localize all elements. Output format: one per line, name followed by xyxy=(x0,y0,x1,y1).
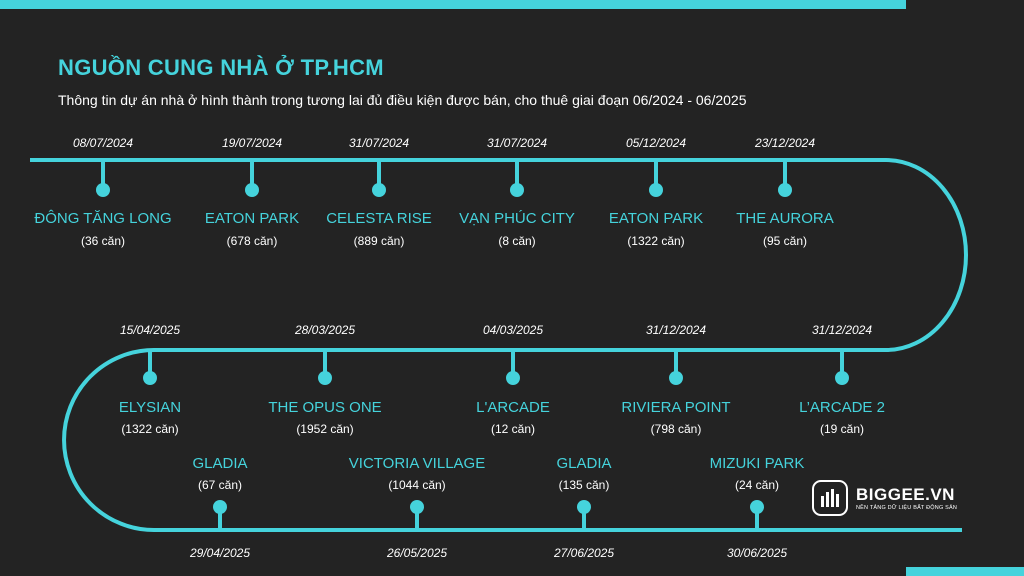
milestone-date: 19/07/2024 xyxy=(221,136,283,150)
unit-count: (1044 căn) xyxy=(388,478,446,492)
milestone-dot xyxy=(577,500,591,514)
project-name: GLADIA xyxy=(192,455,248,472)
unit-count: (678 căn) xyxy=(226,234,278,248)
milestone-dot xyxy=(835,371,849,385)
milestone-date: 30/06/2025 xyxy=(726,546,788,560)
milestone-dot xyxy=(510,183,524,197)
unit-count: (889 căn) xyxy=(353,234,405,248)
project-name: L'ARCADE xyxy=(476,399,550,416)
milestone-dot xyxy=(318,371,332,385)
milestone-date: 28/03/2025 xyxy=(294,323,356,337)
milestone-date: 08/07/2024 xyxy=(72,136,134,150)
unit-count: (67 căn) xyxy=(197,478,243,492)
unit-count: (12 căn) xyxy=(490,422,536,436)
milestone-date: 04/03/2025 xyxy=(482,323,544,337)
project-name: ĐÔNG TĂNG LONG xyxy=(34,210,172,227)
milestone-date: 31/07/2024 xyxy=(348,136,410,150)
project-name: GLADIA xyxy=(556,455,612,472)
page-subtitle: Thông tin dự án nhà ở hình thành trong tương lai đủ điều kiện được bán, cho thuê giai đoạn 06/2024 - 06/2025 xyxy=(58,92,747,108)
unit-count: (1952 căn) xyxy=(296,422,354,436)
milestone-dot xyxy=(506,371,520,385)
unit-count: (24 căn) xyxy=(734,478,780,492)
logo-brand: BIGGEE.VN xyxy=(856,485,955,504)
unit-count: (36 căn) xyxy=(80,234,126,248)
milestone-date: 23/12/2024 xyxy=(754,136,816,150)
unit-count: (135 căn) xyxy=(558,478,610,492)
unit-count: (1322 căn) xyxy=(627,234,685,248)
milestone-dot xyxy=(372,183,386,197)
project-name: MIZUKI PARK xyxy=(709,455,805,472)
milestone-date: 31/07/2024 xyxy=(486,136,548,150)
project-name: ELYSIAN xyxy=(118,399,182,416)
project-name: THE AURORA xyxy=(736,210,834,227)
milestone-dot xyxy=(245,183,259,197)
building-chart-icon xyxy=(812,480,848,516)
milestone-dot xyxy=(649,183,663,197)
project-name: EATON PARK xyxy=(204,210,300,227)
unit-count: (8 căn) xyxy=(498,234,536,248)
milestone-dot xyxy=(96,183,110,197)
milestone-date: 27/06/2025 xyxy=(553,546,615,560)
project-name: VẠN PHÚC CITY xyxy=(459,210,575,227)
project-name: EATON PARK xyxy=(608,210,704,227)
project-name: VICTORIA VILLAGE xyxy=(348,455,486,472)
milestone-date: 29/04/2025 xyxy=(189,546,251,560)
biggee-logo xyxy=(812,480,957,516)
page-title: NGUỒN CUNG NHÀ Ở TP.HCM xyxy=(58,55,384,80)
project-name: CELESTA RISE xyxy=(326,210,432,227)
unit-count: (95 căn) xyxy=(762,234,808,248)
logo-tagline: NỀN TẢNG DỮ LIỆU BẤT ĐỘNG SẢN xyxy=(856,505,958,511)
project-name: RIVIERA POINT xyxy=(621,399,731,416)
unit-count: (798 căn) xyxy=(650,422,702,436)
milestone-dot xyxy=(143,371,157,385)
project-name: THE OPUS ONE xyxy=(268,399,382,416)
milestone-dot xyxy=(750,500,764,514)
unit-count: (19 căn) xyxy=(819,422,865,436)
milestone-dot xyxy=(410,500,424,514)
unit-count: (1322 căn) xyxy=(121,422,179,436)
milestone-date: 05/12/2024 xyxy=(625,136,687,150)
project-name: L’ARCADE 2 xyxy=(799,399,885,416)
milestone-date: 26/05/2025 xyxy=(386,546,448,560)
milestone-date: 31/12/2024 xyxy=(811,323,873,337)
milestone-dot xyxy=(669,371,683,385)
milestone-date: 15/04/2025 xyxy=(119,323,181,337)
milestone-dot xyxy=(213,500,227,514)
milestone-dot xyxy=(778,183,792,197)
milestone-date: 31/12/2024 xyxy=(645,323,707,337)
